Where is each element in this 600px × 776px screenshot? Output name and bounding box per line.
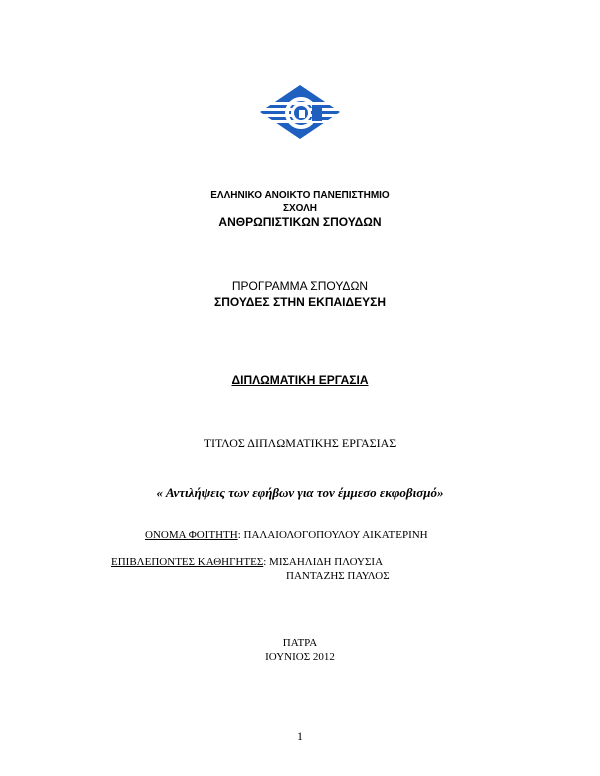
student-label: ΟΝΟΜΑ ΦΟΙΤΗΤΗ xyxy=(145,529,238,541)
supervisor-second: ΠΑΝΤΑΖΗΣ ΠΑΥΛΟΣ xyxy=(286,570,390,582)
thesis-title: « Αντιλήψεις των εφήβων για τον έμμεσο εκφοβισμό» xyxy=(156,485,444,500)
thesis-title-label: ΤΙΤΛΟΣ ΔΙΠΛΩΜΑΤΙΚΗΣ ΕΡΓΑΣΙΑΣ xyxy=(203,436,397,450)
school-name: ΑΝΘΡΩΠΙΣΤΙΚΩΝ ΣΠΟΥΔΩΝ xyxy=(218,215,382,229)
page-number: 1 xyxy=(297,729,303,743)
student-row xyxy=(145,529,428,541)
university-name: ΕΛΛΗΝΙΚΟ ΑΝΟΙΚΤΟ ΠΑΝΕΠΙΣΤΗΜΙΟ xyxy=(210,190,390,201)
university-logo xyxy=(259,84,341,140)
supervisors-row xyxy=(111,556,383,568)
supervisors-label: ΕΠΙΒΛΕΠΟΝΤΕΣ ΚΑΘΗΓΗΤΕΣ xyxy=(111,556,264,568)
thesis-type: ΔΙΠΛΩΜΑΤΙΚΗ ΕΡΓΑΣΙΑ xyxy=(231,373,369,387)
date: ΙΟΥΝΙΟΣ 2012 xyxy=(265,651,335,663)
program-name: ΣΠΟΥΔΕΣ ΣΤΗΝ ΕΚΠΑΙΔΕΥΣΗ xyxy=(214,295,386,309)
program-label: ΠΡΟΓΡΑΜΜΑ ΣΠΟΥΔΩΝ xyxy=(231,279,369,293)
supervisor-first: : ΜΙΣΑΗΛΙΔΗ ΠΛΟΥΣΙΑ xyxy=(263,556,384,568)
school-label: ΣΧΟΛΗ xyxy=(282,203,318,214)
city: ΠΑΤΡΑ xyxy=(282,637,318,649)
student-name: : ΠΑΛΑΙΟΛΟΓΟΠΟΥΛΟΥ ΑΙΚΑΤΕΡΙΝΗ xyxy=(237,529,428,541)
